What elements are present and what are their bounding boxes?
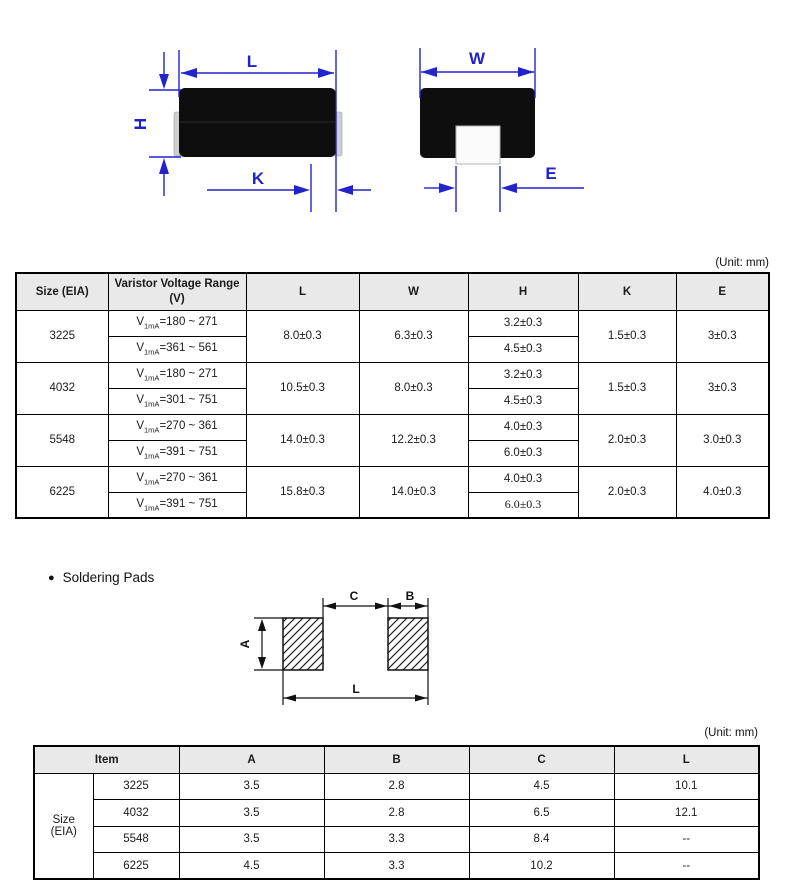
- label-C: C: [349, 589, 359, 603]
- voltage-range: =301 ~ 751: [159, 393, 218, 406]
- arrowhead-right-icon: [518, 67, 534, 77]
- H-cell: 6.0±0.3: [468, 440, 578, 466]
- table-row: [16, 414, 769, 440]
- L-cell: 12.1: [614, 800, 759, 827]
- table-row: [16, 310, 769, 336]
- H-cell: 3.2±0.3: [468, 310, 578, 336]
- table-row: [34, 826, 759, 853]
- C-cell: 8.4: [469, 826, 614, 853]
- chip-side-view: [174, 88, 342, 157]
- size-label-line: Size: [52, 813, 75, 826]
- arrowhead-down-icon: [258, 657, 266, 669]
- B-cell: 2.8: [324, 800, 469, 827]
- voltage-cell: [108, 466, 246, 492]
- H-cell: 4.0±0.3: [468, 466, 578, 492]
- K-cell: 2.0±0.3: [578, 414, 676, 466]
- H-cell: 4.5±0.3: [468, 388, 578, 414]
- label-K: K: [251, 169, 265, 188]
- unit-note: (Unit: mm): [704, 727, 758, 739]
- arrowhead-left-icon: [421, 67, 437, 77]
- pad-dimension-L: [283, 670, 428, 705]
- component-dimension-diagram: [0, 0, 792, 235]
- arrowhead-left-icon: [501, 183, 517, 193]
- voltage-cell: [108, 388, 246, 414]
- left-solder-pad: [283, 618, 323, 670]
- voltage-range: =361 ~ 561: [159, 341, 218, 354]
- arrowhead-right-icon: [415, 695, 427, 702]
- chip-end-view: [420, 88, 535, 164]
- header-item: Item: [34, 746, 179, 773]
- arrowhead-up-icon: [258, 619, 266, 631]
- size-cell: 6225: [93, 853, 179, 880]
- arrowhead-right-icon: [415, 603, 427, 610]
- size-cell: 4032: [93, 800, 179, 827]
- A-cell: 3.5: [179, 800, 324, 827]
- header-H: H: [468, 273, 578, 310]
- dimension-H: [131, 52, 181, 196]
- pad-dimension-A: [238, 618, 283, 670]
- C-cell: 6.5: [469, 800, 614, 827]
- voltage-prefix: V: [136, 393, 145, 406]
- L-cell: --: [614, 853, 759, 880]
- C-cell: 10.2: [469, 853, 614, 880]
- voltage-range: =391 ~ 751: [159, 445, 218, 458]
- K-cell: 1.5±0.3: [578, 310, 676, 362]
- bottom-terminal-pad: [456, 126, 500, 164]
- C-cell: 4.5: [469, 773, 614, 800]
- voltage-cell: [108, 492, 246, 518]
- arrowhead-left-icon: [284, 695, 296, 702]
- label-W: W: [468, 49, 486, 68]
- voltage-range: =180 ~ 271: [159, 367, 218, 380]
- right-solder-pad: [388, 618, 428, 670]
- size-cell: 6225: [16, 466, 108, 518]
- voltage-prefix: V: [136, 367, 145, 380]
- header-L: L: [614, 746, 759, 773]
- H-cell: 6.0±0.3: [468, 492, 578, 518]
- K-cell: 2.0±0.3: [578, 466, 676, 518]
- size-cell: 3225: [93, 773, 179, 800]
- B-cell: 2.8: [324, 773, 469, 800]
- K-cell: 1.5±0.3: [578, 362, 676, 414]
- voltage-subscript: 1mA: [144, 347, 160, 357]
- L-cell: 10.5±0.3: [246, 362, 359, 414]
- voltage-range: =270 ~ 361: [159, 471, 218, 484]
- size-cell: 5548: [16, 414, 108, 466]
- pad-dimension-C-B: [323, 589, 428, 618]
- soldering-pads-table: [33, 745, 760, 880]
- voltage-cell: [108, 310, 246, 336]
- voltage-range: =180 ~ 271: [159, 315, 218, 328]
- E-cell: 3±0.3: [676, 310, 769, 362]
- voltage-prefix: V: [136, 497, 145, 510]
- voltage-subscript: 1mA: [144, 425, 160, 435]
- voltage-subscript: 1mA: [144, 477, 160, 487]
- arrowhead-right-icon: [439, 183, 455, 193]
- table-row: [34, 800, 759, 827]
- L-cell: 15.8±0.3: [246, 466, 359, 518]
- W-cell: 8.0±0.3: [359, 362, 468, 414]
- A-cell: 3.5: [179, 826, 324, 853]
- dimension-table: [15, 272, 770, 519]
- voltage-cell: [108, 362, 246, 388]
- E-cell: 3.0±0.3: [676, 414, 769, 466]
- header-size: Size (EIA): [16, 273, 108, 310]
- header-W: W: [359, 273, 468, 310]
- L-cell: 10.1: [614, 773, 759, 800]
- voltage-range: =270 ~ 361: [159, 419, 218, 432]
- arrowhead-left-icon: [337, 185, 353, 195]
- E-cell: 3±0.3: [676, 362, 769, 414]
- header-L: L: [246, 273, 359, 310]
- voltage-prefix: V: [136, 419, 145, 432]
- table-header-row: [16, 273, 769, 310]
- L-cell: 8.0±0.3: [246, 310, 359, 362]
- label-L: L: [352, 682, 360, 696]
- size-cell: 5548: [93, 826, 179, 853]
- header-voltage-range: Varistor Voltage Range (V): [108, 273, 246, 310]
- size-cell: 4032: [16, 362, 108, 414]
- voltage-prefix: V: [136, 445, 145, 458]
- voltage-cell: [108, 414, 246, 440]
- header-A: A: [179, 746, 324, 773]
- table-row: [16, 362, 769, 388]
- B-cell: 3.3: [324, 853, 469, 880]
- voltage-cell: [108, 440, 246, 466]
- H-cell: 4.5±0.3: [468, 336, 578, 362]
- B-cell: 3.3: [324, 826, 469, 853]
- voltage-range: =391 ~ 751: [159, 497, 218, 510]
- arrowhead-right-icon: [318, 68, 334, 78]
- header-E: E: [676, 273, 769, 310]
- voltage-subscript: 1mA: [144, 399, 160, 409]
- soldering-pads-heading: [48, 570, 154, 585]
- size-eia-group-label: [34, 773, 93, 879]
- soldering-pads-title: Soldering Pads: [62, 570, 155, 585]
- unit-note: (Unit: mm): [715, 257, 769, 269]
- arrowhead-up-icon: [159, 158, 169, 174]
- label-H: H: [131, 117, 150, 131]
- L-cell: --: [614, 826, 759, 853]
- H-cell: 4.0±0.3: [468, 414, 578, 440]
- voltage-prefix: V: [136, 341, 145, 354]
- voltage-subscript: 1mA: [144, 502, 160, 512]
- table-row: [34, 773, 759, 800]
- voltage-subscript: 1mA: [144, 451, 160, 461]
- header-B: B: [324, 746, 469, 773]
- voltage-cell: [108, 336, 246, 362]
- A-cell: 3.5: [179, 773, 324, 800]
- table-header-row: [34, 746, 759, 773]
- L-cell: 14.0±0.3: [246, 414, 359, 466]
- soldering-pads-diagram: [0, 585, 792, 735]
- label-B: B: [405, 589, 415, 603]
- voltage-prefix: V: [136, 471, 145, 484]
- voltage-subscript: 1mA: [144, 321, 160, 331]
- W-cell: 6.3±0.3: [359, 310, 468, 362]
- label-L: L: [246, 52, 258, 71]
- table-row: [16, 466, 769, 492]
- W-cell: 12.2±0.3: [359, 414, 468, 466]
- dimension-E: [424, 164, 584, 212]
- arrowhead-left-icon: [389, 603, 401, 610]
- arrowhead-down-icon: [159, 74, 169, 89]
- bullet-icon: ●: [48, 572, 55, 584]
- arrowhead-right-icon: [294, 185, 310, 195]
- size-cell: 3225: [16, 310, 108, 362]
- E-cell: 4.0±0.3: [676, 466, 769, 518]
- W-cell: 14.0±0.3: [359, 466, 468, 518]
- A-cell: 4.5: [179, 853, 324, 880]
- arrowhead-left-icon: [181, 68, 197, 78]
- header-K: K: [578, 273, 676, 310]
- voltage-subscript: 1mA: [144, 373, 160, 383]
- size-label-line: (EIA): [50, 825, 77, 838]
- label-E: E: [545, 164, 557, 183]
- table-row: [34, 853, 759, 880]
- label-A: A: [238, 639, 252, 649]
- dimension-K: [207, 164, 371, 212]
- arrowhead-left-icon: [324, 603, 336, 610]
- arrowhead-right-icon: [375, 603, 387, 610]
- header-C: C: [469, 746, 614, 773]
- voltage-prefix: V: [136, 315, 145, 328]
- H-cell: 3.2±0.3: [468, 362, 578, 388]
